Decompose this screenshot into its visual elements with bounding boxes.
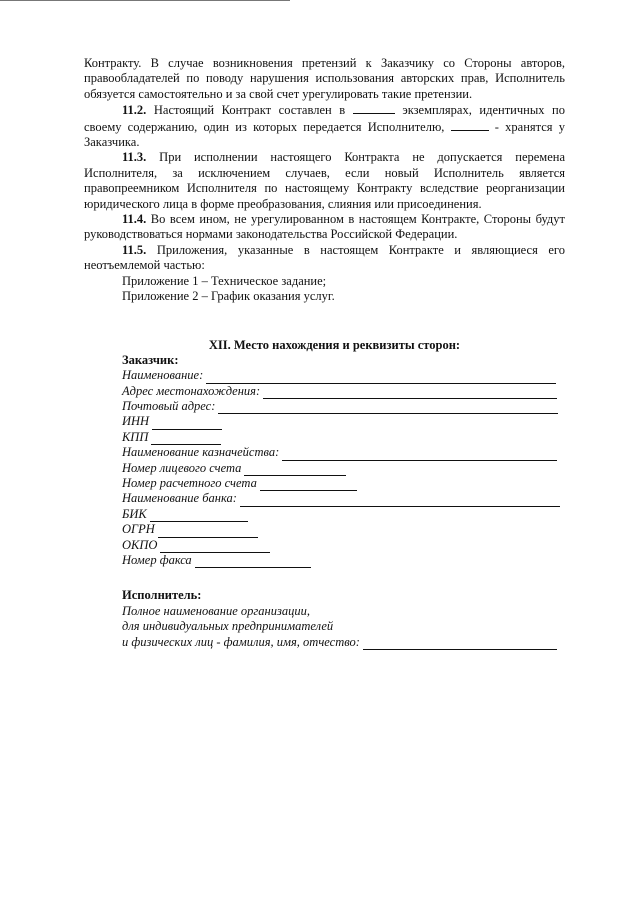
field-line (240, 495, 560, 507)
copies-blank (451, 119, 489, 131)
field-label: Номер лицевого счета (122, 460, 242, 475)
field-label: Наименование казначейства: (122, 445, 280, 460)
field-line (206, 372, 556, 384)
appendix-1: Приложение 1 – Техническое задание; (122, 273, 327, 288)
appendix-2: Приложение 2 – График оказания услуг. (122, 289, 335, 304)
field-label: Наименование: (122, 368, 204, 383)
field-label: Наименование банка: (122, 491, 237, 506)
field-address (122, 384, 565, 399)
field-bank (122, 491, 565, 506)
field-line (160, 541, 270, 553)
field-contractor-name (122, 635, 565, 650)
field-label: БИК (122, 506, 147, 521)
field-inn (122, 414, 565, 429)
field-line (260, 479, 357, 491)
clause-number: 11.4. (122, 212, 147, 227)
copies-blank (353, 102, 395, 114)
field-line (363, 638, 557, 650)
clause-11-4 (84, 212, 565, 243)
clause-text: Приложения, указанные в настоящем Контракте и являющиеся его неотъемлемой частью: (84, 242, 565, 273)
field-kpp (122, 430, 565, 445)
clause-text: Настоящий Контракт составлен в (146, 103, 353, 118)
field-name (122, 368, 565, 383)
field-line (195, 556, 311, 568)
clause-number: 11.2. (122, 103, 147, 118)
field-postal (122, 399, 565, 414)
clause-11-3 (84, 150, 565, 212)
field-label: ИНН (122, 414, 150, 429)
clause-11-5 (84, 243, 565, 274)
customer-details (122, 353, 565, 650)
field-line (282, 449, 557, 461)
field-label: КПП (122, 429, 149, 444)
field-line (151, 433, 221, 445)
contractor-line-2: для индивидуальных предпринимателей (122, 619, 334, 634)
clause-number: 11.5. (122, 242, 147, 257)
clause-11-2 (84, 102, 565, 150)
field-label: ОКПО (122, 537, 158, 552)
field-okpo (122, 538, 565, 553)
document-page (84, 56, 565, 650)
top-rule (0, 0, 290, 1)
field-label: и физических лиц - фамилия, имя, отчество: (122, 634, 360, 649)
field-line (158, 526, 258, 538)
paragraph-contract-claims: Контракту. В случае возникновения претензий к Заказчику со Стороны авторов, правообладателей по поводу нарушения использования авторских прав, Исполнитель обязуется самостоятельно и за свой счет урегулировать такие претензии. (84, 56, 565, 101)
field-fax (122, 553, 565, 568)
field-line (152, 418, 222, 430)
field-line (263, 387, 557, 399)
field-label: Почтовый адрес: (122, 399, 216, 414)
contractor-line-1: Полное наименование организации, (122, 603, 311, 618)
clause-text: - хранятся у Заказчика. (84, 119, 566, 150)
contractor-title: Исполнитель: (122, 588, 202, 603)
field-label: Номер факса (122, 552, 192, 567)
clause-text: экземплярах, идентичных по своему содержанию, один из которых передается Исполнителю, (84, 103, 565, 134)
field-label: Адрес местонахождения: (122, 383, 261, 398)
field-ogrn (122, 522, 565, 537)
section-title: XII. Место нахождения и реквизиты сторон: (208, 337, 461, 352)
field-bik (122, 507, 565, 522)
customer-title: Заказчик: (122, 352, 179, 367)
field-line (150, 510, 248, 522)
field-label: ОГРН (122, 522, 155, 537)
field-personal-account (122, 461, 565, 476)
field-settlement-account (122, 476, 565, 491)
field-line (244, 464, 346, 476)
clause-text: При исполнении настоящего Контракта не допускается перемена Исполнителя, за исключением случаев, если новый Исполнитель является правопреемником Исполнителя по настоящему Контракту вследствие реорганизации юридического лица в форме преобразования, слияния или присоединения. (84, 150, 565, 211)
clause-number: 11.3. (122, 150, 147, 165)
field-line (218, 402, 558, 414)
field-treasury (122, 445, 565, 460)
clause-text: Во всем ином, не урегулированном в настоящем Контракте, Стороны будут руководствоваться нормами законодательства Российской Федерации. (84, 212, 565, 242)
field-label: Номер расчетного счета (122, 476, 257, 491)
